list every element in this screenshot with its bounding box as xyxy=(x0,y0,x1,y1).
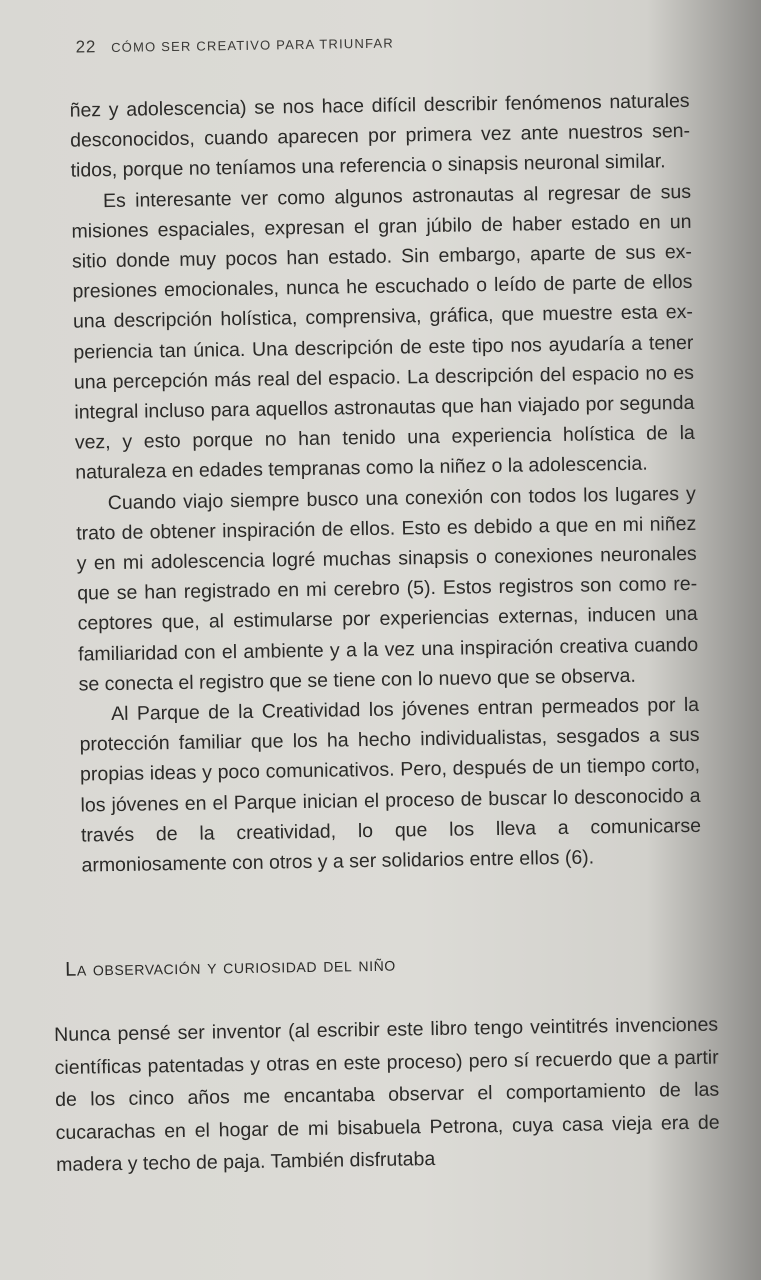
section-text xyxy=(54,1009,720,1182)
section-heading: La observación y curiosidad del niño xyxy=(64,953,397,981)
paragraph: ñez y adolescencia) se nos hace difícil describir fenómenos naturales desconocidos, cuando aparecen por primera vez ante nuestros sentidos, porque no teníamos una referencia o sinapsis neuronal similar. xyxy=(69,89,691,183)
paragraph: Al Parque de la Creatividad los jóvenes entran permeados por la protección familiar que los ha hecho individualistas, sesgados a sus propias ideas y poco comunicativos. Pero, después de un tiempo corto, los jóvenes en el Parque inician el proceso de buscar lo desconocido a través de la creatividad, lo que los lleva a comunicarse armoniosamente con otros y a ser solidarios entre ellos (6). xyxy=(79,693,702,877)
paragraph: Cuando viajo siempre busco una conexión con todos los lugares y trato de obtener inspiración de ellos. Esto es debido a que en mi niñez y en mi adolescencia logré muchas sinapsis o conexiones neuronales que se han registrado en mi cerebro (5). Estos registros son como receptores que, al estimularse por experiencias externas, inducen una familiaridad con el ambiente y a la vez una inspiración creativa cuando se conecta el registro que se tiene con lo nuevo que se observa. xyxy=(76,482,699,696)
running-title: CÓMO SER CREATIVO PARA TRIUNFAR xyxy=(111,35,395,55)
paragraph: Es interesante ver como algunos astronautas al regresar de sus misiones espaciales, expresan el gran júbilo de haber estado en un sitio donde muy pocos han estado. Sin embargo, aparte de sus expresiones emocionales, nunca he escuchado o leído de parte de ellos una descripción holística, comprensiva, gráfica, que muestre esta experiencia tan única. Una descripción de este tipo nos ayudaría a tener una percepción más real del espacio. La descripción del espacio no es integral incluso para aquellos astronautas que han viajado por segunda vez, y esto porque no han tenido una experiencia holística de la naturaleza en edades tempranas como la niñez o la adolescencia. xyxy=(71,180,695,485)
page-number: 22 xyxy=(75,37,97,57)
running-header xyxy=(76,33,395,58)
body-text xyxy=(69,86,701,881)
paragraph: Nunca pensé ser inventor (al escribir este libro tengo veintitrés invenciones científicas patentadas y otras en este proceso) pero sí recuerdo que a partir de los cinco años me encantaba observar el comportamiento de las cucarachas en el hogar de mi bisabuela Petrona, cuya casa vieja era de madera y techo de paja. También disfrutaba xyxy=(54,1013,720,1176)
